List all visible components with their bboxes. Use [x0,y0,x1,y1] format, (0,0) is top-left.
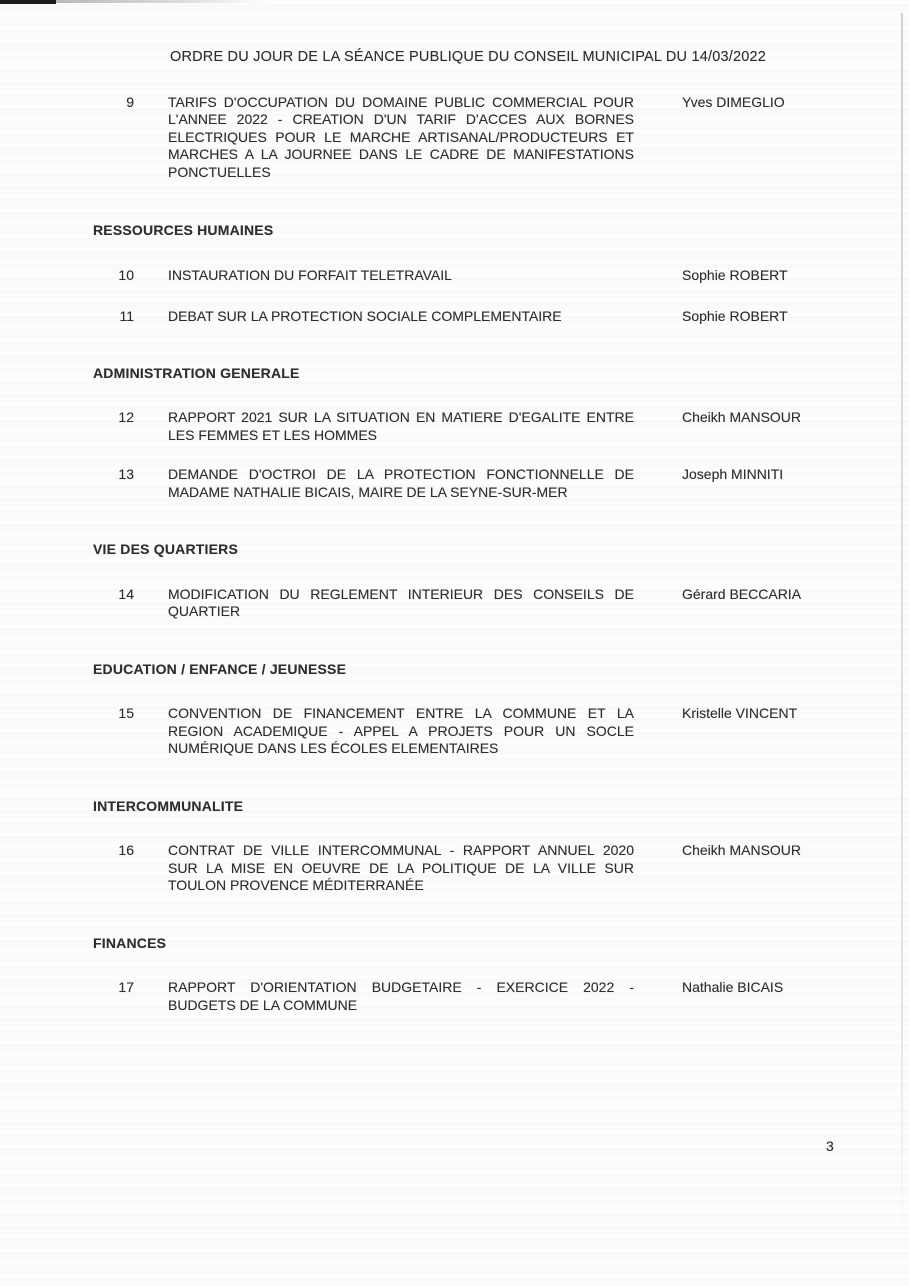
section-heading: INTERCOMMUNALITE [93,797,244,814]
document-title: ORDRE DU JOUR DE LA SÉANCE PUBLIQUE DU CONSEIL MUNICIPAL DU 14/03/2022 [169,49,767,65]
item-number: 9 [126,93,134,110]
item-title: DEMANDE D'OCTROI DE LA PROTECTION FONCTIONNELLE DE MADAME NATHALIE BICAIS, MAIRE DE LA SEYNE-SUR-MER [168,466,634,500]
item-presenter: Nathalie BICAIS [682,979,784,995]
agenda-item-12 [93,409,821,444]
section-intercommunalite [93,798,821,895]
item-presenter: Cheikh MANSOUR [682,842,802,858]
scan-artifact-top-dark [0,0,56,4]
section-heading: ADMINISTRATION GENERALE [93,364,300,381]
agenda-item-16 [93,842,821,895]
item-number: 16 [118,842,134,858]
section-administration-generale [93,365,821,502]
agenda-item-14 [93,586,821,621]
section-finances [93,935,821,1015]
item-title: MODIFICATION DU REGLEMENT INTERIEUR DES CONSEILS DE QUARTIER [168,585,634,619]
agenda-item-9 [93,94,821,182]
item-title: CONVENTION DE FINANCEMENT ENTRE LA COMMUNE ET LA REGION ACADEMIQUE - APPEL A PROJETS POUR UN SOCLE NUMÉRIQUE DANS LES ÉCOLES ELEMENTAIRES [168,705,634,756]
item-number: 12 [118,409,134,425]
item-title: RAPPORT 2021 SUR LA SITUATION EN MATIERE D'EGALITE ENTRE LES FEMMES ET LES HOMMES [168,409,634,443]
section-vie-des-quartiers [93,541,821,621]
item-number: 11 [119,308,134,324]
item-number: 14 [118,585,134,602]
item-title: INSTAURATION DU FORFAIT TELETRAVAIL [168,266,452,283]
scan-artifact-right-line [901,13,903,1248]
section-heading: FINANCES [93,934,167,951]
section-heading: VIE DES QUARTIERS [93,541,238,557]
agenda-item-13 [93,466,821,501]
item-presenter: Sophie ROBERT [682,266,788,283]
item-presenter: Sophie ROBERT [682,308,788,324]
item-number: 10 [118,266,134,283]
scan-artifact-top-light [56,0,266,3]
item-number: 17 [118,979,134,995]
agenda-item-10 [93,267,821,285]
section-heading: EDUCATION / ENFANCE / JEUNESSE [93,660,347,677]
item-presenter: Yves DIMEGLIO [682,93,785,110]
item-title: TARIFS D'OCCUPATION DU DOMAINE PUBLIC COMMERCIAL POUR L'ANNEE 2022 - CREATION D'UN TARIF D'ACCES AUX BORNES ELECTRIQUES POUR LE MARCHE ARTISANAL/PRODUCTEURS ET MARCHES A LA JOURNEE DANS LE CADRE DE MANIFESTATIONS PONCTUELLES [168,93,634,180]
section-education-enfance-jeunesse [93,661,821,758]
item-title: RAPPORT D'ORIENTATION BUDGETAIRE - EXERCICE 2022 - BUDGETS DE LA COMMUNE [168,979,634,1013]
item-number: 13 [118,466,134,482]
item-presenter: Joseph MINNITI [682,466,784,482]
item-presenter: Cheikh MANSOUR [682,409,802,425]
section-ressources-humaines [93,222,821,326]
item-presenter: Kristelle VINCENT [682,705,798,721]
agenda-item-11 [93,308,821,326]
item-title: DEBAT SUR LA PROTECTION SOCIALE COMPLEMENTAIRE [168,308,562,324]
item-title: CONTRAT DE VILLE INTERCOMMUNAL - RAPPORT ANNUEL 2020 SUR LA MISE EN OEUVRE DE LA POLITIQUE DE LA VILLE SUR TOULON PROVENCE MÉDITERRANÉE [168,842,634,893]
agenda-item-17 [93,979,821,1014]
agenda-item-15 [93,705,821,758]
item-presenter: Gérard BECCARIA [682,585,802,602]
section-heading: RESSOURCES HUMAINES [93,222,274,238]
item-number: 15 [118,705,134,721]
page-number: 3 [826,1138,834,1154]
